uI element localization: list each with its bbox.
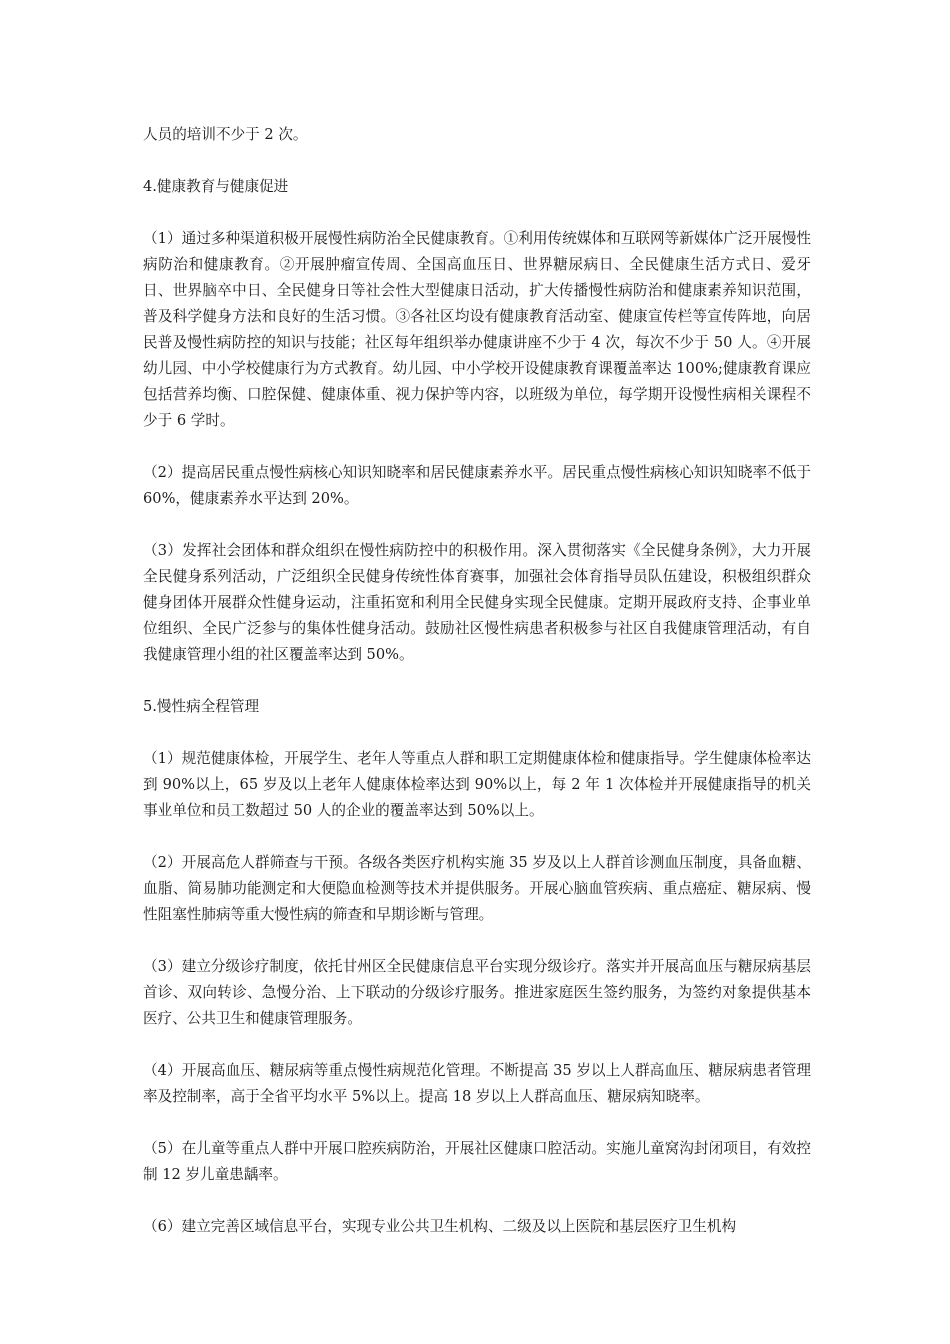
paragraph-health-education-3: （3）发挥社会团体和群众组织在慢性病防控中的积极作用。深入贯彻落实《全民健身条例》，大力开展全民健身系列活动，广泛组织全民健身传统性体育赛事，加强社会体育指导员队伍建设，积极组织群众健身团体开展群众性健身运动，注重拓宽和利用全民健身实现全民健康。定期开展政府支持、企事业单位组织、全民广泛参与的集体性健身活动。鼓励社区慢性病患者积极参与社区自我健康管理活动，有自我健康管理小组的社区覆盖率达到 50%。 bbox=[143, 542, 811, 663]
paragraph-training: 人员的培训不少于 2 次。 bbox=[143, 126, 308, 143]
paragraph-health-education-2: （2）提高居民重点慢性病核心知识知晓率和居民健康素养水平。居民重点慢性病核心知识知晓率不低于 60%，健康素养水平达到 20%。 bbox=[143, 464, 811, 507]
paragraph-management-3: （3）建立分级诊疗制度，依托甘州区全民健康信息平台实现分级诊疗。落实并开展高血压与糖尿病基层首诊、双向转诊、急慢分治、上下联动的分级诊疗服务。推进家庭医生签约服务，为签约对象提供基本医疗、公共卫生和健康管理服务。 bbox=[143, 958, 811, 1027]
paragraph-management-6: （6）建立完善区域信息平台，实现专业公共卫生机构、二级及以上医院和基层医疗卫生机构 bbox=[143, 1218, 737, 1235]
section-heading-health-education: 4.健康教育与健康促进 bbox=[143, 178, 289, 195]
paragraph-management-1: （1）规范健康体检，开展学生、老年人等重点人群和职工定期健康体检和健康指导。学生健康体检率达到 90%以上，65 岁及以上老年人健康体检率达到 90%以上，每 2 年 1 次体检并开展健康指导的机关事业单位和员工数超过 50 人的企业的覆盖率达到 50%以上。 bbox=[143, 750, 811, 819]
paragraph-management-5: （5）在儿童等重点人群中开展口腔疾病防治，开展社区健康口腔活动。实施儿童窝沟封闭项目，有效控制 12 岁儿童患龋率。 bbox=[143, 1140, 811, 1183]
paragraph-management-2: （2）开展高危人群筛查与干预。各级各类医疗机构实施 35 岁及以上人群首诊测血压制度，具备血糖、血脂、简易肺功能测定和大便隐血检测等技术并提供服务。开展心脑血管疾病、重点癌症、糖尿病、慢性阻塞性肺病等重大慢性病的筛查和早期诊断与管理。 bbox=[143, 854, 811, 923]
section-heading-chronic-disease-management: 5.慢性病全程管理 bbox=[143, 698, 260, 715]
paragraph-health-education-1: （1）通过多种渠道积极开展慢性病防治全民健康教育。①利用传统媒体和互联网等新媒体广泛开展慢性病防治和健康教育。②开展肿瘤宣传周、全国高血压日、世界糖尿病日、全民健康生活方式日、爱牙日、世界脑卒中日、全民健身日等社会性大型健康日活动，扩大传播慢性病防治和健康素养知识范围，普及科学健身方法和良好的生活习惯。③各社区均设有健康教育活动室、健康宣传栏等宣传阵地，向居民普及慢性病防控的知识与技能；社区每年组织举办健康讲座不少于 4 次，每次不少于 50 人。④开展幼儿园、中小学校健康行为方式教育。幼儿园、中小学校开设健康教育课覆盖率达 100%;健康教育课应包括营养均衡、口腔保健、健康体重、视力保护等内容，以班级为单位，每学期开设慢性病相关课程不少于 6 学时。 bbox=[143, 230, 811, 429]
paragraph-management-4: （4）开展高血压、糖尿病等重点慢性病规范化管理。不断提高 35 岁以上人群高血压、糖尿病患者管理率及控制率，高于全省平均水平 5%以上。提高 18 岁以上人群高血压、糖尿病知晓率。 bbox=[143, 1062, 811, 1105]
document-page bbox=[143, 122, 811, 1240]
